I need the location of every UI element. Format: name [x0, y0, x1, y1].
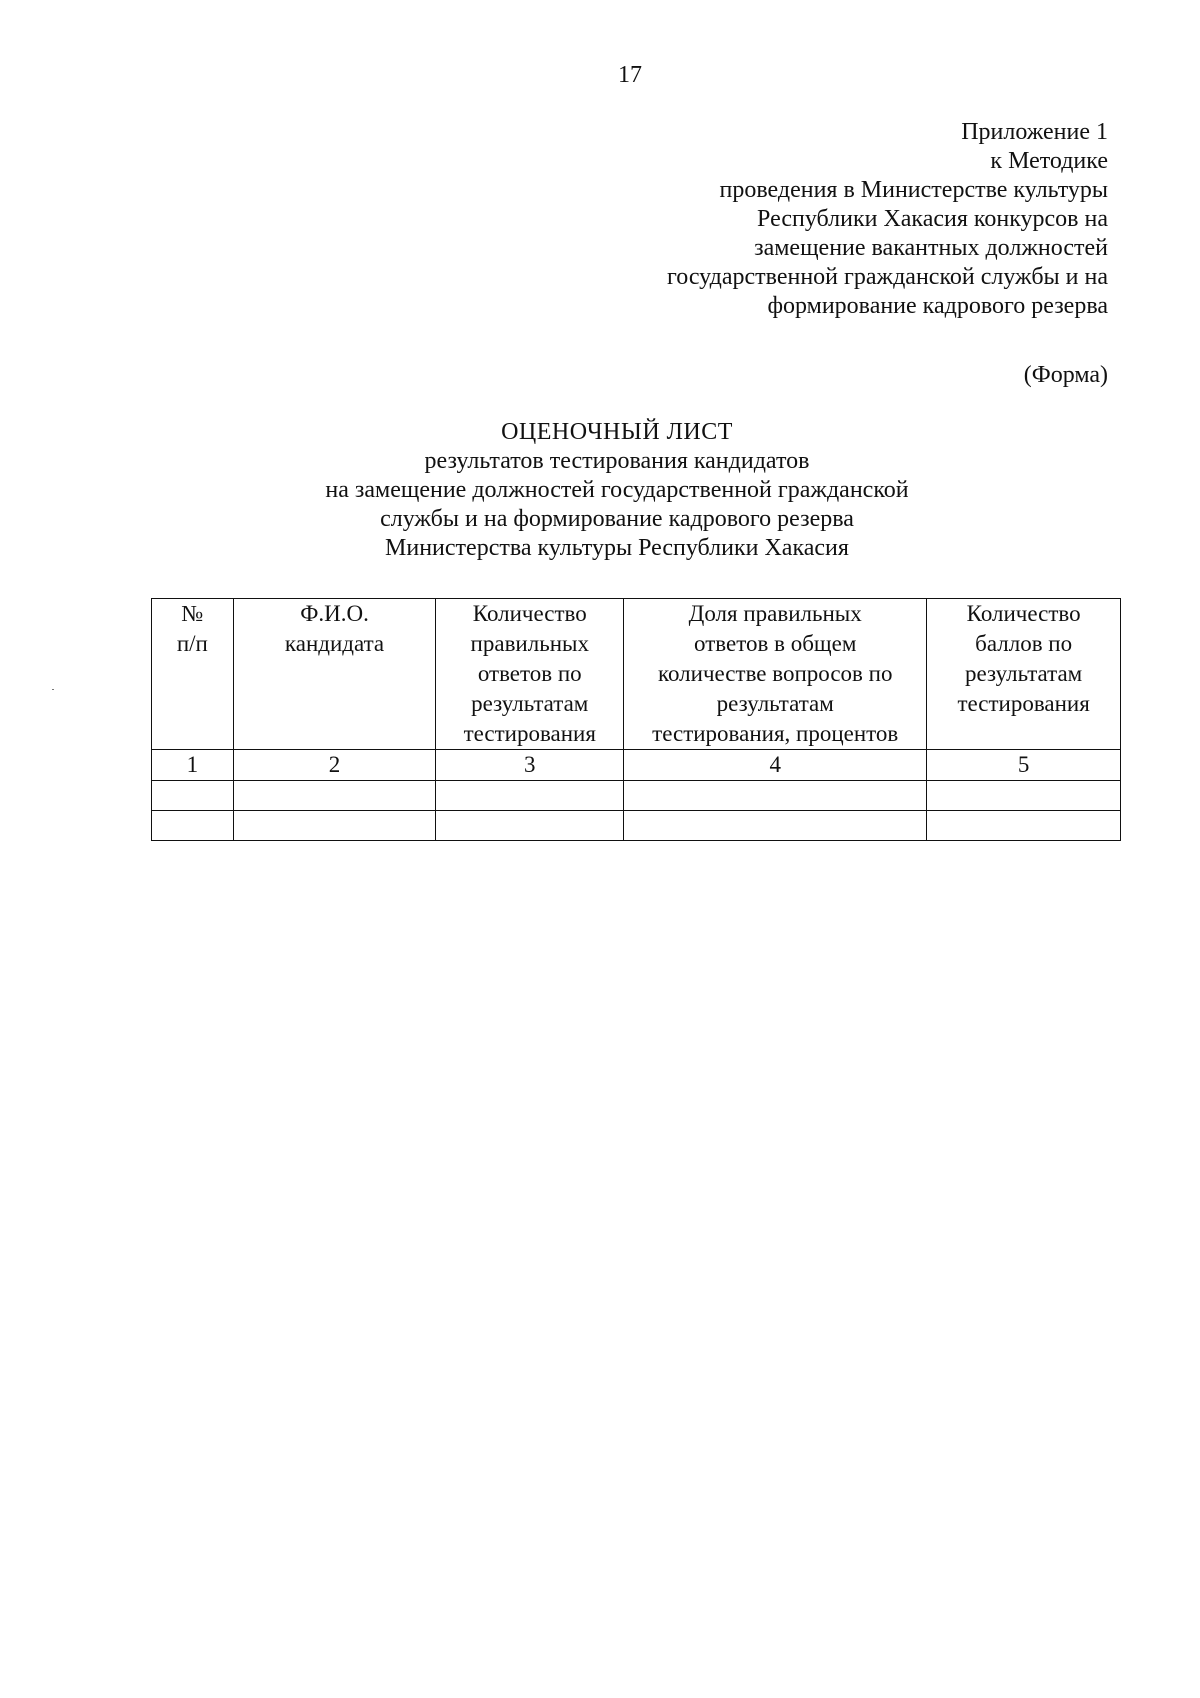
table-cell: [927, 781, 1121, 811]
header-text: ответов по: [477, 661, 582, 686]
column-number-row: [152, 750, 1121, 781]
table-cell: [436, 781, 624, 811]
appendix-line: формирование кадрового резерва: [767, 293, 1108, 319]
title-line: на замещение должностей государственной гражданской: [325, 477, 909, 503]
column-number: 2: [233, 750, 436, 781]
appendix-line: государственной гражданской службы и на: [666, 264, 1108, 290]
header-text: №: [181, 601, 204, 626]
header-text: Доля правильных: [688, 601, 862, 626]
header-text: результатам: [716, 691, 834, 716]
appendix-line: к Методике: [990, 148, 1108, 174]
table-cell: [624, 811, 927, 841]
appendix-line: замещение вакантных должностей: [754, 235, 1108, 261]
document-title-block: [0, 418, 1200, 563]
header-text: баллов по: [975, 631, 1073, 656]
scan-speck: [52, 689, 54, 690]
header-text: тестирования: [957, 691, 1090, 716]
page-number: 17: [618, 62, 642, 88]
header-text: п/п: [176, 631, 208, 656]
table-row: [152, 781, 1121, 811]
header-text: правильных: [470, 631, 589, 656]
appendix-line: проведения в Министерстве культуры: [719, 177, 1108, 203]
header-candidate-name: [233, 599, 436, 750]
header-text: тестирования, процентов: [652, 721, 899, 746]
title-line: результатов тестирования кандидатов: [424, 448, 810, 474]
document-title: ОЦЕНОЧНЫЙ ЛИСТ: [501, 419, 733, 445]
column-number: 5: [927, 750, 1121, 781]
header-score: [927, 599, 1121, 750]
title-line: Министерства культуры Республики Хакасия: [385, 535, 849, 561]
form-label: (Форма): [1023, 362, 1108, 388]
appendix-note: [488, 118, 1108, 321]
table-cell: [233, 781, 436, 811]
header-text: Ф.И.О.: [300, 601, 369, 626]
header-text: тестирования: [463, 721, 596, 746]
column-number: 3: [436, 750, 624, 781]
table-cell: [152, 811, 234, 841]
table-row: [152, 811, 1121, 841]
table-cell: [624, 781, 927, 811]
appendix-line: Республики Хакасия конкурсов на: [757, 206, 1108, 232]
header-text: Количество: [966, 601, 1081, 626]
table-cell: [927, 811, 1121, 841]
appendix-line: Приложение 1: [961, 119, 1108, 145]
table-header-row: [152, 599, 1121, 750]
evaluation-table: [151, 598, 1121, 841]
table-cell: [436, 811, 624, 841]
header-text: кандидата: [284, 631, 385, 656]
header-text: Количество: [472, 601, 587, 626]
header-text: результатам: [471, 691, 589, 716]
table-cell: [233, 811, 436, 841]
header-text: ответов в общем: [694, 631, 857, 656]
header-text: результатам: [965, 661, 1083, 686]
column-number: 1: [152, 750, 234, 781]
title-line: службы и на формирование кадрового резерва: [380, 506, 854, 532]
column-number: 4: [624, 750, 927, 781]
header-correct-answers: [436, 599, 624, 750]
table-cell: [152, 781, 234, 811]
header-correct-share: [624, 599, 927, 750]
header-number: [152, 599, 234, 750]
header-text: количестве вопросов по: [657, 661, 893, 686]
